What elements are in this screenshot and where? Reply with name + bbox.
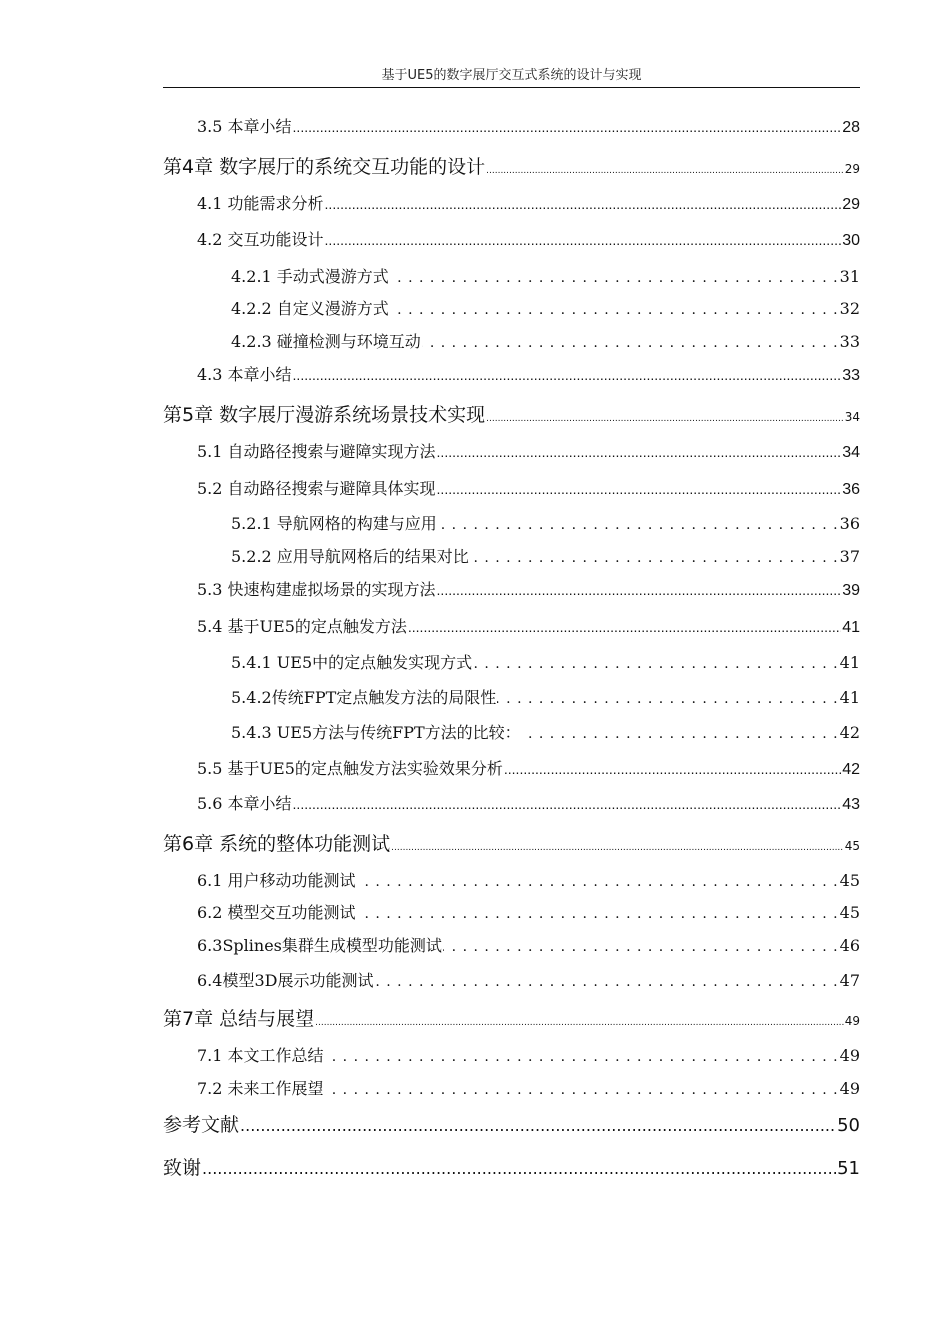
leader-dots <box>391 843 844 853</box>
leader-dots <box>437 481 842 497</box>
leader-dots <box>437 582 842 598</box>
toc-label: 3.5 本章小结 <box>197 117 292 136</box>
leader-dots <box>443 939 839 955</box>
toc-chapter-7[interactable] <box>163 1004 860 1031</box>
toc-chapter-4[interactable] <box>163 152 860 179</box>
toc-entry-5-2-1[interactable] <box>231 511 860 534</box>
leader-dots <box>437 444 842 460</box>
toc-page-number: 46 <box>839 936 860 955</box>
toc-label: 5.5 基于UE5的定点触发方法实验效果分析 <box>197 759 503 778</box>
leader-dots <box>325 1082 839 1098</box>
toc-label: 5.1 自动路径搜索与避障实现方法 <box>197 442 436 461</box>
toc-page-number: 33 <box>842 367 860 384</box>
toc-label: 第5章 数字展厅漫游系统场景技术实现 <box>163 404 486 426</box>
leader-dots <box>486 166 844 176</box>
leader-dots <box>293 796 842 812</box>
toc-label: 7.2 未来工作展望 <box>197 1079 324 1098</box>
toc-page-number: 29 <box>844 162 860 176</box>
leader-dots <box>240 1116 836 1135</box>
toc-entry-3-5[interactable] <box>197 114 860 137</box>
toc-entry-4-3[interactable] <box>197 362 860 385</box>
toc-entry-7-2[interactable] <box>197 1076 860 1099</box>
toc-entry-4-1[interactable] <box>197 191 860 214</box>
toc-label: 5.4.1 UE5中的定点触发实现方式 <box>231 653 473 672</box>
toc-entry-5-5[interactable] <box>197 756 860 779</box>
toc-label: 4.2 交互功能设计 <box>197 230 324 249</box>
header-rule <box>163 87 860 88</box>
leader-dots <box>390 270 839 286</box>
toc-page-number: 34 <box>842 444 860 461</box>
leader-dots <box>470 550 839 566</box>
toc-page-number: 45 <box>844 839 860 853</box>
toc-entry-5-2[interactable] <box>197 476 860 499</box>
leader-dots <box>390 302 839 318</box>
toc-entry-4-2[interactable] <box>197 227 860 250</box>
toc-acknowledgements[interactable] <box>163 1153 860 1180</box>
leader-dots <box>504 761 841 777</box>
leader-dots <box>202 1159 836 1178</box>
leader-dots <box>438 517 839 533</box>
toc-page-number: 41 <box>842 619 860 636</box>
toc-page-number: 29 <box>842 196 860 213</box>
leader-dots <box>522 726 839 742</box>
toc-entry-5-6[interactable] <box>197 791 860 814</box>
leader-dots <box>325 1049 839 1065</box>
toc-references[interactable] <box>163 1110 860 1137</box>
toc-page-number: 33 <box>839 332 860 351</box>
leader-dots <box>357 874 839 890</box>
toc-page-number: 28 <box>842 119 860 136</box>
toc-page-number: 49 <box>839 1046 860 1065</box>
leader-dots <box>374 974 838 990</box>
toc-label: 5.2.2 应用导航网格后的结果对比 <box>231 547 469 566</box>
leader-dots <box>325 232 842 248</box>
toc-entry-6-3[interactable] <box>197 933 860 956</box>
toc-entry-6-2[interactable] <box>197 900 860 923</box>
leader-dots <box>325 196 842 212</box>
toc-label: 致谢 <box>163 1157 202 1179</box>
toc-label: 7.1 本文工作总结 <box>197 1046 324 1065</box>
toc-page-number: 39 <box>842 582 860 599</box>
toc-page-number: 30 <box>842 232 860 249</box>
toc-label: 6.2 模型交互功能测试 <box>197 903 356 922</box>
toc-chapter-6[interactable] <box>163 829 860 856</box>
toc-page-number: 49 <box>839 1079 860 1098</box>
toc-page-number: 31 <box>839 267 860 286</box>
leader-dots <box>422 335 839 351</box>
toc-page-number: 37 <box>839 547 860 566</box>
toc-entry-5-4-3[interactable] <box>231 720 860 743</box>
toc-label: 第4章 数字展厅的系统交互功能的设计 <box>163 156 486 178</box>
toc-page-number: 36 <box>839 514 860 533</box>
toc-page-number: 50 <box>837 1115 860 1136</box>
toc-entry-5-4-2[interactable] <box>231 685 860 708</box>
leader-dots <box>293 367 842 383</box>
toc-label: 5.2.1 导航网格的构建与应用 <box>231 514 437 533</box>
running-header: 基于UE5的数字展厅交互式系统的设计与实现 <box>381 68 642 83</box>
toc-entry-7-1[interactable] <box>197 1043 860 1066</box>
toc-entry-4-2-3[interactable] <box>231 329 860 352</box>
toc-label: 5.4 基于UE5的定点触发方法 <box>197 617 407 636</box>
toc-label: 5.4.3 UE5方法与传统FPT方法的比较： <box>231 723 521 742</box>
toc-entry-4-2-2[interactable] <box>231 296 860 319</box>
toc-label: 第7章 总结与展望 <box>163 1008 315 1030</box>
toc-label: 5.6 本章小结 <box>197 794 292 813</box>
leader-dots <box>408 619 841 635</box>
toc-page-number: 32 <box>839 299 860 318</box>
toc-entry-5-3[interactable] <box>197 577 860 600</box>
toc-page-number: 45 <box>839 903 860 922</box>
toc-label: 参考文献 <box>163 1114 240 1136</box>
toc-page-number: 36 <box>842 481 860 498</box>
toc-chapter-5[interactable] <box>163 400 860 427</box>
toc-page-number: 45 <box>839 871 860 890</box>
toc-label: 第6章 系统的整体功能测试 <box>163 833 391 855</box>
toc-page-number: 43 <box>842 796 860 813</box>
toc-entry-6-1[interactable] <box>197 868 860 891</box>
toc-entry-4-2-1[interactable] <box>231 264 860 287</box>
toc-page-number: 49 <box>844 1014 860 1028</box>
toc-page-number: 41 <box>839 688 860 707</box>
toc-label: 5.3 快速构建虚拟场景的实现方法 <box>197 580 436 599</box>
leader-dots <box>473 656 838 672</box>
leader-dots <box>293 119 842 135</box>
leader-dots <box>315 1018 844 1028</box>
toc-label: 4.2.3 碰撞检测与环境互动 <box>231 332 421 351</box>
toc-label: 6.3Splines集群生成模型功能测试 <box>197 936 442 955</box>
toc-page-number: 34 <box>844 410 860 424</box>
toc-entry-5-4-1[interactable] <box>231 650 860 673</box>
toc-page-number: 42 <box>842 761 860 778</box>
toc-page-number: 41 <box>839 653 860 672</box>
toc-label: 4.1 功能需求分析 <box>197 194 324 213</box>
leader-dots <box>497 691 838 707</box>
toc-label: 4.2.2 自定义漫游方式 <box>231 299 389 318</box>
toc-page-number: 51 <box>837 1158 860 1179</box>
toc-page-number: 47 <box>839 971 860 990</box>
toc-label: 4.2.1 手动式漫游方式 <box>231 267 389 286</box>
toc-entry-6-4[interactable] <box>197 968 860 991</box>
leader-dots <box>357 906 839 922</box>
leader-dots <box>486 414 844 424</box>
toc-entry-5-2-2[interactable] <box>231 544 860 567</box>
toc-label: 4.3 本章小结 <box>197 365 292 384</box>
toc-label: 6.1 用户移动功能测试 <box>197 871 356 890</box>
toc-entry-5-1[interactable] <box>197 439 860 462</box>
toc-label: 5.4.2传统FPT定点触发方法的局限性 <box>231 688 497 707</box>
toc-page-number: 42 <box>839 723 860 742</box>
toc-label: 5.2 自动路径搜索与避障具体实现 <box>197 479 436 498</box>
toc-label: 6.4模型3D展示功能测试 <box>197 971 374 990</box>
toc-entry-5-4[interactable] <box>197 614 860 637</box>
